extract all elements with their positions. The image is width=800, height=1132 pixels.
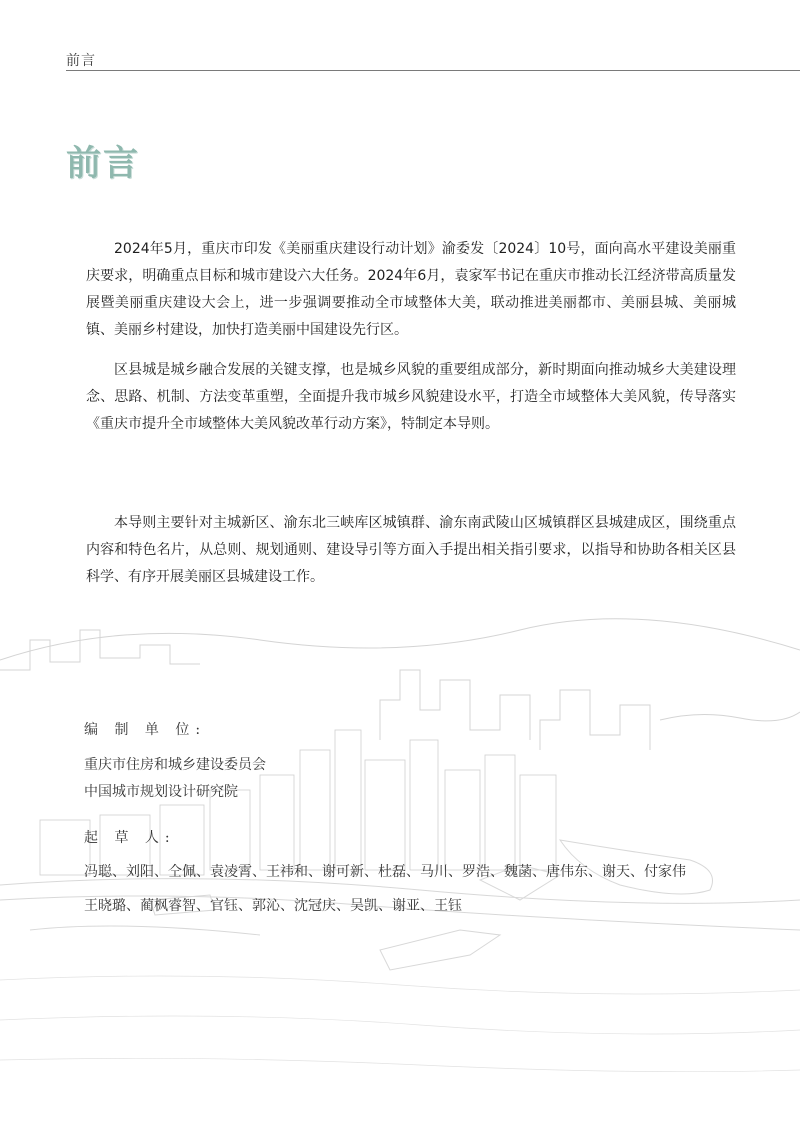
intro-paragraph-3: 本导则主要针对主城新区、渝东北三峡库区城镇群、渝东南武陵山区城镇群区县城建成区，围绕重点内容和特色名片，从总则、规划通则、建设导引等方面入手提出相关指引要求，以指导和协助各相关区县科学、有序开展美丽区县城建设工作。 [86,515,736,585]
intro-paragraph-1: 2024年5月，重庆市印发《美丽重庆建设行动计划》渝委发〔2024〕10号，面向高水平建设美丽重庆要求，明确重点目标和城市建设六大任务。2024年6月，袁家军书记在重庆市推动长江经济带高质量发展暨美丽重庆建设大会上，进一步强调要推动全市域整体大美，联动推进美丽都市、美丽县城、美丽城镇、美丽乡村建设，加快打造美丽中国建设先行区。 [86,241,736,338]
org-name: 重庆市住房和城乡建设委员会 [84,757,266,773]
drafters-heading: 起 草 人: [84,830,176,846]
drafters-list: 王晓璐、蔺枫睿智、官钰、郭沁、沈冠庆、吴凯、谢亚、王钰 [84,898,462,914]
drafters-list: 冯聪、刘阳、仝佩、袁凌霄、王祎和、谢可新、杜磊、马川、罗浩、魏菡、唐伟东、谢天、付家伟 [84,864,686,880]
header-label: 前言 [66,53,96,69]
org-heading: 编 制 单 位: [84,722,207,738]
page-title: 前言 [66,144,141,184]
intro-paragraph-2: 区县城是城乡融合发展的关键支撑，也是城乡风貌的重要组成部分，新时期面向推动城乡大美建设理念、思路、机制、方法变革重塑，全面提升我市城乡风貌建设水平，打造全市域整体大美风貌，传导落实《重庆市提升全市域整体大美风貌改革行动方案》，特制定本导则。 [86,362,736,432]
credits-block [84,720,744,918]
org-name: 中国城市规划设计研究院 [84,784,238,800]
running-header [66,50,800,71]
